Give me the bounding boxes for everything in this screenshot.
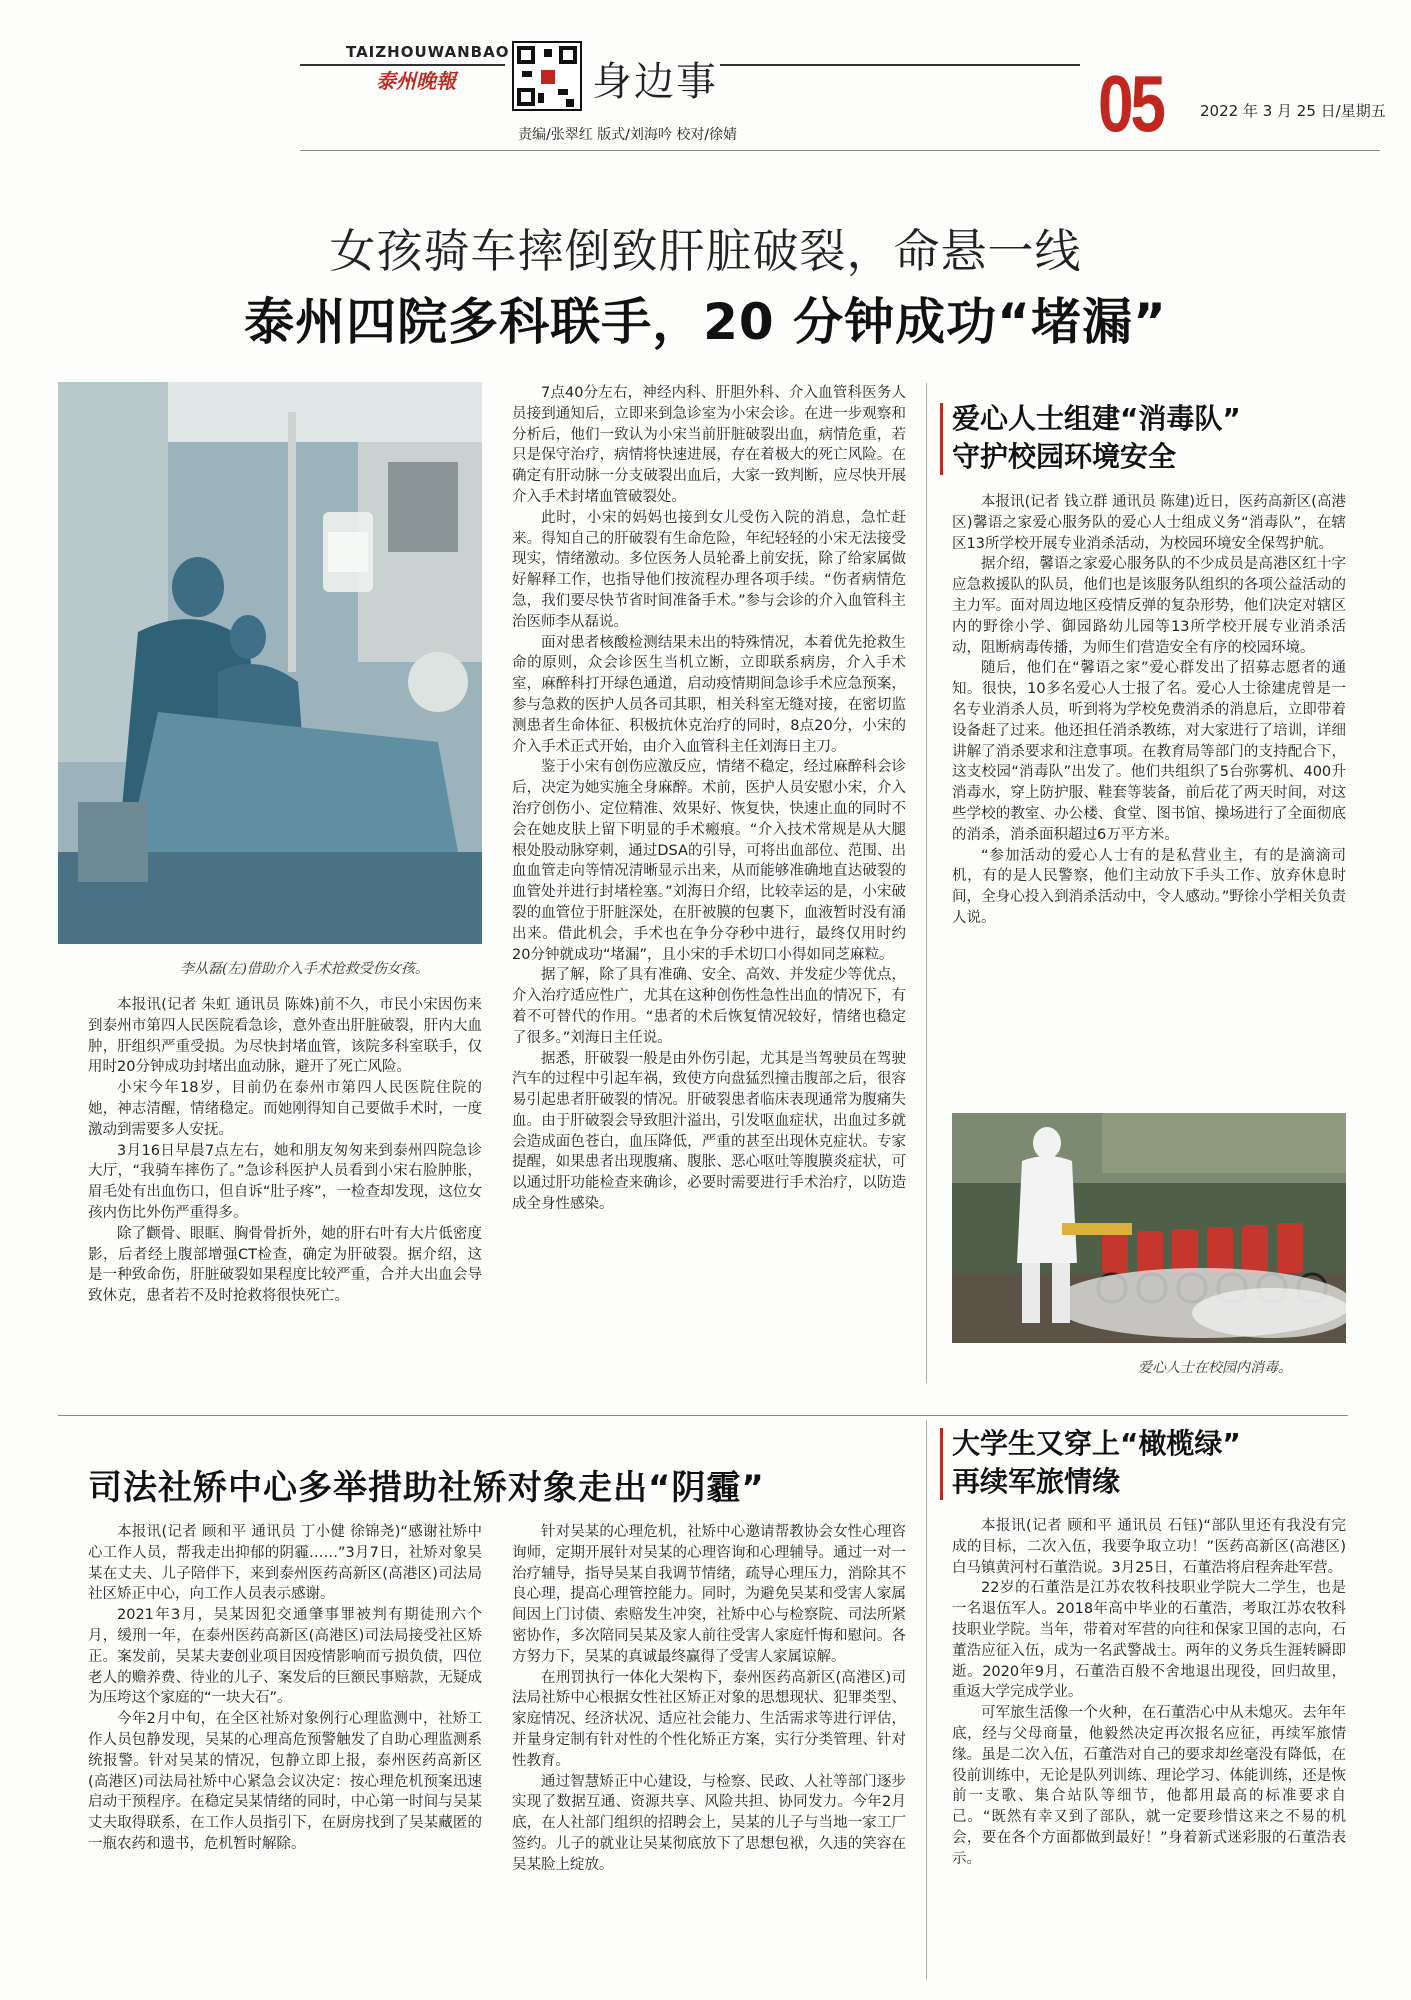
lead-paragraph: 7点40分左右，神经内科、肝胆外科、介入血管科医务人员接到通知后，立即来到急诊室为小宋会诊。在进一步观察和分析后，他们一致认为小宋当前肝脏破裂出血，病情危重，若只是保守治疗，病情将快速进展，存在着极大的死亡风险。在确定有肝动脉一分支破裂出血后，大家一致判断，应尽快开展介入手术封堵血管破裂处。 — [512, 385, 906, 505]
side-story-1-paragraph: 本报讯(记者 钱立群 通讯员 陈建)近日，医药高新区(高港区)馨语之家爱心服务队的爱心人士组成义务“消毒队”，在辖区13所学校开展专业消杀活动，为校园环境安全保驾护航。 — [952, 494, 1346, 552]
lead-paragraph: 3月16日早晨7点左右，她和朋友匆匆来到泰州四院急诊大厅，“我骑车摔伤了。”急诊科医护人员看到小宋右脸肿胀，眉毛处有出血伤口，但自诉“肚子疼”，一检查却发现，这位女孩内伤比外伤严重得多。 — [88, 1142, 482, 1221]
side-story-2-title-line1: 大学生又穿上“橄榄绿” — [952, 1427, 1241, 1460]
section-2-headline: 司法社矫中心多举措助社矫对象走出“阴霾” — [88, 1468, 765, 1508]
qr-code-icon[interactable] — [512, 41, 582, 111]
surgery-photo — [58, 382, 482, 944]
lead-paragraph: 面对患者核酸检测结果未出的特殊情况，本着优先抢救生命的原则，众会诊医生当机立断，立即联系病房，介入手术室，麻醉科打开绿色通道，启动疫情期间急诊手术应急预案，参与急救的医护人员各司其职，相关科室无缝对接，在密切监测患者生命体征、积极抗休克治疗的同时，8点20分，小宋的介入手术正式开始，由介入血管科主任刘海日主刀。 — [512, 634, 906, 755]
side-story-accent — [940, 1428, 943, 1500]
section-2-paragraph: 本报讯(记者 顾和平 通讯员 丁小健 徐锦尧)“感谢社矫中心工作人员，帮我走出抑郁的阴霾……”3月7日，社矫对象吴某在丈夫、儿子陪伴下，来到泰州医药高新区(高港区)司法局社区矫正中心，向工作人员表示感谢。 — [88, 1524, 482, 1603]
side-story-2-paragraph: 本报讯(记者 顾和平 通讯员 石钰)“部队里还有我没有完成的目标，二次入伍，我要争取立功！”医药高新区(高港区)白马镇黄河村石董浩说。3月25日，石董浩将启程奔赴军营。 — [952, 1518, 1346, 1576]
column-divider — [926, 1420, 927, 1980]
side-story-2-title — [952, 1425, 1352, 1501]
lead-paragraph: 除了颧骨、眼眶、胸骨骨折外，她的肝右叶有大片低密度影，后者经上腹部增强CT检查，确定为肝破裂。据介绍，这是一种致命伤，肝脏破裂如果程度比较严重，合并大出血会导致休克，患者若不及时抢救将很快死亡。 — [88, 1225, 482, 1305]
section-2-paragraph: 通过智慧矫正中心建设，与检察、民政、人社等部门逐步实现了数据互通、资源共享、风险共担、协同发力。今年2月底，在人社部门组织的招聘会上，吴某的儿子与当地一家工厂签约。儿子的就业让吴某彻底放下了思想包袱，久违的笑容在吴某脸上绽放。 — [512, 1773, 906, 1873]
lead-paragraph: 据悉，肝破裂一般是由外伤引起，尤其是当驾驶员在驾驶汽车的过程中引起车祸，致使方向盘猛烈撞击腹部之后，很容易引起患者肝破裂的情况。肝破裂患者临床表现通常为腹痛失血。由于肝破裂会导致胆汁溢出，引发呕血症状，出血过多就会造成面色苍白，血压降低，严重的甚至出现休克症状。专家提醒，如果患者出现腹痛、腹胀、恶心呕吐等腹膜炎症状，可以通过肝功能检查来确诊，必要时需要进行手术治疗，以防造成全身性感染。 — [512, 1050, 906, 1213]
side-story-accent — [940, 403, 943, 475]
disinfection-photo — [952, 1113, 1346, 1343]
lead-paragraph: 据了解，除了具有准确、安全、高效、并发症少等优点，介入治疗适应性广，尤其在这种创伤性急性出血的情况下，有着不可替代的作用。“患者的术后恢复情况较好，情绪也稳定了很多。”刘海日主任说。 — [512, 967, 906, 1046]
disinfection-photo-caption: 爱心人士在校园内消毒。 — [1138, 1360, 1292, 1376]
section-2-paragraph: 2021年3月，吴某因犯交通肇事罪被判有期徒刑六个月，缓刑一年，在泰州医药高新区(高港区)司法局接受社区矫正。案发前，吴某夫妻创业项目因疫情影响而亏损负债，四位老人的赡养费、待业的儿子、案发后的巨额民事赔款，无疑成为压垮这个家庭的“一块大石”。 — [88, 1607, 482, 1707]
issue-date: 2022 年 3 月 25 日/星期五 — [1200, 102, 1386, 120]
section-2-paragraph: 针对吴某的心理危机，社矫中心邀请帮教协会女性心理咨询师，定期开展针对吴某的心理咨询和心理辅导。通过一对一治疗辅导，指导吴某自我调节情绪，疏导心理压力，消除其不良心理，提高心理管控能力。同时，为避免吴某和受害人家属间因上门讨债、索赔发生冲突，社矫中心与检察院、司法所紧密协作，多次陪同吴某及家人前往受害人家庭忏悔和慰问。各方努力下，吴某的真诚最终赢得了受害人家属谅解。 — [512, 1524, 906, 1665]
lead-paragraph: 小宋今年18岁，目前仍在泰州市第四人民医院住院的她，神志清醒，情绪稳定。而她刚得知自己要做手术时，一度激动到需要多人安抚。 — [88, 1080, 482, 1138]
surgery-photo-illustration — [58, 382, 482, 944]
section-2-column-1 — [88, 1522, 482, 1980]
surgery-photo-caption: 李从磊(左)借助介入手术抢救受伤女孩。 — [180, 961, 429, 977]
editor-credits: 责编/张翠红 版式/刘海吟 校对/徐婧 — [518, 127, 738, 143]
side-story-1-paragraph: 随后，他们在“馨语之家”爱心群发出了招募志愿者的通知。很快，10多名爱心人士报了名。爱心人士徐建虎曾是一名专业消杀人员，听到将为学校免费消杀的消息后，立即带着设备赶了过来。他还担任消杀教练，对大家进行了培训，详细讲解了消杀要求和注意事项。在教育局等部门的支持配合下，这支校园“消毒队”出发了。他们共组织了5台弥雾机、400升消毒水，穿上防护服、鞋套等装备，前后花了两天时间，对这些学校的教室、办公楼、食堂、图书馆、操场进行了全面彻底的消杀，消杀面积超过6万平方米。 — [952, 660, 1346, 843]
brand-english: TAIZHOUWANBAO — [346, 43, 510, 61]
side-story-1-paragraph: 据介绍，馨语之家爱心服务队的不少成员是高港区红十字应急救援队的队员，他们也是该服务队组织的各项公益活动的主力军。面对周边地区疫情反弹的复杂形势，他们决定对辖区内的野徐小学、御园路幼儿园等13所学校开展专业消杀活动，阻断病毒传播，为师生们营造安全有序的校园环境。 — [952, 556, 1346, 656]
side-story-1-title — [952, 400, 1352, 476]
lead-article-column-1 — [88, 995, 482, 1385]
side-story-1-title-line2: 守护校园环境安全 — [952, 440, 1177, 473]
lead-article-column-2 — [512, 383, 906, 1383]
side-story-2-paragraph: 22岁的石董浩是江苏农牧科技职业学院大二学生，也是一名退伍军人。2018年高中毕业的石董浩，考取江苏农牧科技职业学院。当年，带着对军营的向往和保家卫国的志向，石董浩应征入伍，成为一名武警战士。两年的义务兵生涯转瞬即逝。2020年9月，石董浩百般不舍地退出现役，回归故里，重返大学完成学业。 — [952, 1580, 1346, 1701]
side-story-1-body — [952, 492, 1346, 1104]
section-2-column-2 — [512, 1522, 906, 1980]
lead-subheadline: 女孩骑车摔倒致肝脏破裂，命悬一线 — [329, 224, 1082, 278]
section-2-paragraph: 今年2月中旬，在全区社矫对象例行心理监测中，社矫工作人员包静发现，吴某的心理高危预警触发了自助心理监测系统报警。针对吴某的情况，包静立即上报，泰州医药高新区(高港区)司法局社矫中心紧急会议决定：按心理危机预案迅速启动干预程序。在稳定吴某情绪的同时，中心第一时间与吴某丈夫取得联系，在工作人员指引下，在厨房找到了吴某藏匿的一瓶农药和遗书，危机暂时解除。 — [88, 1711, 482, 1852]
side-story-2-paragraph: 可军旅生活像一个火种，在石董浩心中从未熄灭。去年年底，经与父母商量，他毅然决定再次报名应征，再续军旅情缘。虽是二次入伍，石董浩对自己的要求却丝毫没有降低，在役前训练中，无论是队列训练、理论学习、体能训练，还是恢前一支歌、集合站队等细节，他都用最高的标准要求自己。“既然有幸又到了部队，就一定要珍惜这来之不易的机会，要在各个方面都做到最好！”身着新式迷彩服的石董浩表示。 — [952, 1705, 1346, 1867]
side-story-2-body — [952, 1516, 1346, 1980]
lead-paragraph: 此时，小宋的妈妈也接到女儿受伤入院的消息，急忙赶来。得知自己的肝破裂有生命危险，年纪轻轻的小宋无法接受现实，情绪激动。多位医务人员轮番上前安抚，除了给家属做好解释工作，也指导他们按流程办理各项手续。“伤者病情危急，我们要尽快节省时间准备手术。”参与会诊的介入血管科主治医师李从磊说。 — [512, 509, 906, 630]
masthead-rule-right — [720, 64, 1080, 66]
brand-logo: 泰州晚報 — [376, 69, 456, 93]
side-story-1-paragraph: “参加活动的爱心人士有的是私营业主，有的是滴滴司机，有的是人民警察，他们主动放下手头工作、放弃休息时间，全身心投入到消杀活动中，令人感动。”野徐小学相关负责人说。 — [952, 847, 1346, 926]
side-story-1-title-line1: 爱心人士组建“消毒队” — [952, 402, 1241, 435]
lead-paragraph: 鉴于小宋有创伤应激反应，情绪不稳定，经过麻醉科会诊后，决定为她实施全身麻醉。术前，医护人员安慰小宋，介入治疗创伤小、定位精准、效果好、恢复快，快速止血的同时不会在她皮肤上留下明显的手术瘢痕。“介入技术常规是从大腿根处股动脉穿刺，通过DSA的引导，可将出血部位、范围、出血血管走向等情况清晰显示出来，从而能够准确地直达破裂的血管处并进行封堵栓塞。”刘海日介绍，比较幸运的是，小宋破裂的血管位于肝脏深处，在肝被膜的包裹下，血液暂时没有涌出来。借此机会，手术也在争分夺秒中进行，最终仅用时约20分钟就成功“堵漏”，且小宋的手术切口小得如同芝麻粒。 — [512, 759, 906, 963]
side-story-2-title-line2: 再续军旅情缘 — [952, 1465, 1121, 1498]
section-title: 身边事 — [592, 59, 718, 105]
section-2-paragraph: 在刑罚执行一体化大架构下，泰州医药高新区(高港区)司法局社矫中心根据女性社区矫正对象的思想现状、犯罪类型、家庭情况、经济状况、适应社会能力、生活需求等进行评估，并量身定制有针对性的个性化矫正方案，实行分类管理、针对性教育。 — [512, 1669, 906, 1769]
lead-headline: 泰州四院多科联手，20 分钟成功“堵漏” — [244, 293, 1167, 351]
section-divider — [58, 1415, 1348, 1416]
page-number: 05 — [1098, 59, 1163, 148]
lead-paragraph: 本报讯(记者 朱虹 通讯员 陈姝)前不久，市民小宋因伤来到泰州市第四人民医院看急诊，意外查出肝脏破裂，肝内大血肿，肝组织严重受损。为尽快封堵血管，该院多科室联手，仅用时20分钟成功封堵出血动脉，避开了死亡风险。 — [88, 997, 482, 1076]
disinfection-photo-illustration — [952, 1113, 1346, 1343]
column-divider — [926, 383, 927, 1383]
masthead-divider — [300, 150, 1380, 151]
